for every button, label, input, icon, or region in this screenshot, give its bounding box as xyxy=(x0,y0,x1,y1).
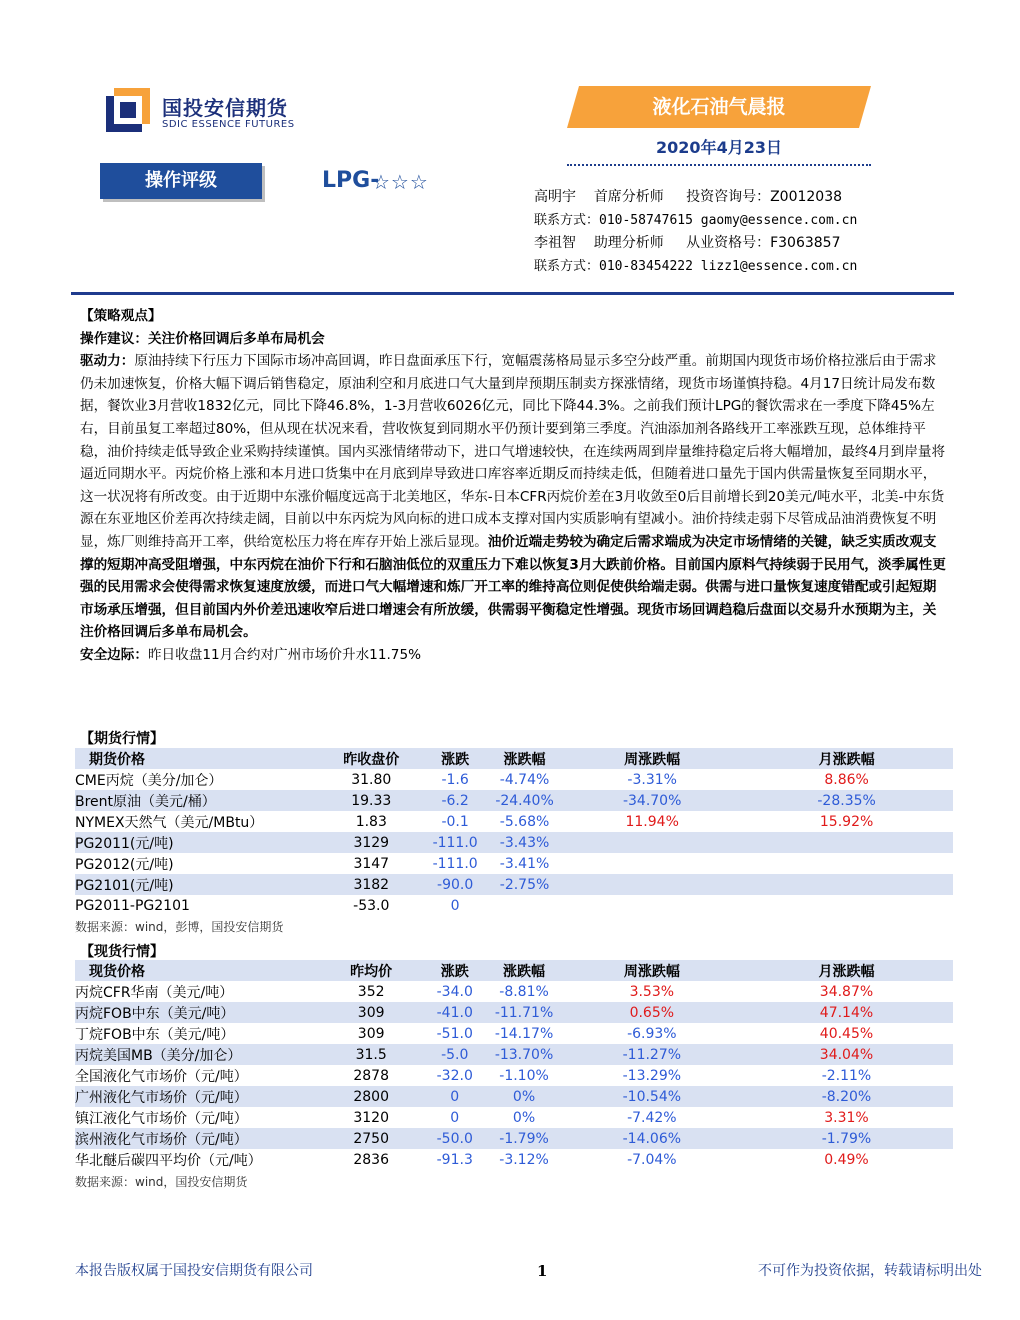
change-pct: -1.10% xyxy=(499,1067,549,1084)
monthly-change: 15.92% xyxy=(819,813,874,830)
change-value: -0.1 xyxy=(441,813,469,830)
table-row xyxy=(75,1023,953,1044)
futures-source: 数据来源：wind，彭博，国投安信期货 xyxy=(75,920,284,934)
table-row xyxy=(75,1002,953,1023)
table-row xyxy=(75,1044,953,1065)
item-name: 滨州液化气市场价（元/吨） xyxy=(75,1128,317,1149)
monthly-change: 34.87% xyxy=(819,983,874,1000)
report-banner xyxy=(567,86,871,128)
column-header: 周涨跌幅 xyxy=(564,748,740,769)
price-value: 3182 xyxy=(317,874,425,895)
weekly-change: -3.31% xyxy=(627,771,677,788)
price-value: 309 xyxy=(357,1025,385,1042)
table-row xyxy=(75,981,953,1002)
column-header: 周涨跌幅 xyxy=(564,960,740,981)
change-value: -111.0 xyxy=(425,832,485,853)
item-name: PG2011-PG2101 xyxy=(75,897,190,914)
price-value: 2878 xyxy=(353,1067,389,1084)
item-name: PG2012(元/吨) xyxy=(75,856,174,873)
company-logo xyxy=(106,88,306,138)
column-header: 涨跌幅 xyxy=(484,960,563,981)
change-value: 0 xyxy=(450,1109,460,1126)
weekly-change: -7.42% xyxy=(627,1109,677,1126)
weekly-change xyxy=(564,832,740,853)
item-name: 华北醚后碳四平均价（元/吨） xyxy=(75,1152,262,1169)
analyst-name: 高明宇 xyxy=(534,189,576,205)
table-row xyxy=(75,790,953,811)
logo-mark-icon xyxy=(106,88,150,132)
monthly-change: 0.49% xyxy=(824,1151,869,1168)
change-value: -41.0 xyxy=(425,1002,484,1023)
logo-chinese-name: 国投安信期货 xyxy=(162,96,288,120)
column-header: 涨跌 xyxy=(425,748,485,769)
spot-title: 【现货行情】 xyxy=(80,944,164,960)
safety-line xyxy=(80,644,946,667)
table-row xyxy=(75,1149,953,1170)
monthly-change: -2.11% xyxy=(821,1067,872,1084)
change-pct: -13.70% xyxy=(484,1044,563,1065)
rating-stars-icon: ☆☆☆ xyxy=(372,170,429,194)
table-row xyxy=(75,1128,953,1149)
weekly-change: 0.65% xyxy=(564,1002,740,1023)
column-header: 涨跌幅 xyxy=(485,748,564,769)
item-name: 丙烷美国MB（美分/加仑） xyxy=(75,1044,317,1065)
change-value: -91.3 xyxy=(436,1151,473,1168)
banner-title: 液化石油气晨报 xyxy=(652,96,786,118)
table-row xyxy=(75,874,953,895)
price-value: 352 xyxy=(357,983,385,1000)
change-pct: -5.68% xyxy=(499,813,550,830)
change-pct: -3.41% xyxy=(499,855,550,872)
advice-label: 操作建议： xyxy=(80,330,148,347)
item-name: PG2101(元/吨) xyxy=(75,874,317,895)
monthly-change xyxy=(740,874,953,895)
weekly-change: -14.06% xyxy=(564,1128,740,1149)
table-header-row xyxy=(75,748,953,769)
monthly-change: 8.86% xyxy=(824,771,869,788)
weekly-change: 3.53% xyxy=(629,983,675,1000)
column-header: 昨收盘价 xyxy=(317,748,425,769)
rating-label-box xyxy=(100,163,262,199)
analyst-row xyxy=(534,232,954,255)
change-pct: -8.81% xyxy=(499,983,549,1000)
analyst-name: 李祖智 xyxy=(534,235,576,251)
spot-source: 数据来源：wind，国投安信期货 xyxy=(75,1175,248,1189)
change-value: -6.2 xyxy=(425,790,485,811)
monthly-change xyxy=(740,895,953,916)
price-value: 19.33 xyxy=(317,790,425,811)
analyst-title: 首席分析师 xyxy=(593,189,664,205)
table-row xyxy=(75,811,953,832)
footer-disclaimer: 不可作为投资依据，转载请标明出处 xyxy=(758,1263,982,1279)
weekly-change: -10.54% xyxy=(564,1086,740,1107)
table-row xyxy=(75,1086,953,1107)
price-value: 3147 xyxy=(353,855,390,872)
spot-table xyxy=(75,960,953,1170)
driver-conclusion: 油价近端走势较为确定后需求端成为决定市场情绪的关键，缺乏实质改观支撑的短期冲高受阻增强，中东丙烷在油价下行和石脑油低位的双重压力下难以恢复3月大跌前价格。目前国内原料气持续弱于民用气，淡季属性更强的民用需求会使得需求恢复速度放缓，而进口气大幅增速和炼厂开工率的维持高位则促使供给端走弱。供需与进口量恢复速度错配或引起短期市场承压增强，但目前国内外价差迅速收窄后进口增速会有所放缓，供需弱平衡稳定性增强。现货市场回调趋稳后盘面以交易升水预期为主，关注价格回调后多单布局机会。 xyxy=(80,533,946,641)
futures-table xyxy=(75,748,953,916)
weekly-change: -11.27% xyxy=(564,1044,740,1065)
price-value: 2750 xyxy=(317,1128,425,1149)
monthly-change: 34.04% xyxy=(740,1044,953,1065)
analyst-row xyxy=(534,186,954,209)
analyst-contact: 联系方式：010-83454222 lizz1@essence.com.cn xyxy=(534,259,858,274)
change-pct: -1.79% xyxy=(484,1128,563,1149)
item-name: PG2011(元/吨) xyxy=(75,832,317,853)
analyst-contact: 联系方式：010-58747615 gaomy@essence.com.cn xyxy=(534,213,858,228)
change-pct: -3.12% xyxy=(499,1151,549,1168)
weekly-change: -7.04% xyxy=(627,1151,677,1168)
change-value: -50.0 xyxy=(425,1128,484,1149)
item-name: CME丙烷（美分/加仑） xyxy=(75,772,223,789)
analyst-info xyxy=(534,186,954,278)
weekly-change: -6.93% xyxy=(627,1025,677,1042)
strategy-section xyxy=(80,305,946,667)
price-value: 31.80 xyxy=(351,771,392,788)
change-value: -1.6 xyxy=(441,771,469,788)
change-value: -111.0 xyxy=(432,855,478,872)
safety-label: 安全边际： xyxy=(80,646,148,663)
weekly-change xyxy=(564,895,740,916)
price-value: -53.0 xyxy=(353,897,390,914)
column-header: 期货价格 xyxy=(75,748,317,769)
driver-text: 原油持续下行压力下国际市场冲高回调，昨日盘面承压下行，宽幅震荡格局显示多空分歧严重。前期国内现货市场价格拉涨后由于需求仍未加速恢复，价格大幅下调后销售稳定，原油利空和月底进口气大量到岸预期压制卖方探涨情绪，现货市场谨慎持稳。4月17日统计局发布数据，餐饮业3月营收1832亿元，同比下降46.8%，1-3月营收6026亿元，同比下降44.3%。之前我们预计LPG的餐饮需求在一季度下降45%左右，目前虽复工率超过80%，但从现在状况来看，营收恢复到同期水平仍预计要到第三季度。汽油添加剂各路线开工率涨跌互现，总体维持平稳，油价持续走低导致企业采购持续谨慎。国内买涨情绪带动下，进口气增速较快，在连续两周到岸量维持稳定后将大幅增加，最终4月到岸量将逼近同期水平。丙烷价格上涨和本月进口货集中在月底到岸导致进口库容率近期反而持续走低，但随着进口量先于国内供需量恢复至同期水平，这一状况将有所改变。由于近期中东涨价幅度远高于北美地区，华东-日本CFR丙烷价差在3月收敛至0后目前增长到20美元/吨水平，北美-中东货源在东亚地区价差再次持续走阔，目前以中东丙烷为风向标的进口成本支撑对国内实质影响有望减小。油价持续走弱下尽管成品油消费恢复不明显，炼厂则维持高开工率，供给宽松压力将在库存开始上涨后显现。 xyxy=(80,353,946,550)
weekly-change xyxy=(564,874,740,895)
weekly-change xyxy=(564,853,740,874)
change-pct: -11.71% xyxy=(484,1002,563,1023)
dotted-divider xyxy=(567,164,871,166)
driver-paragraph xyxy=(80,350,946,644)
change-value: -90.0 xyxy=(425,874,485,895)
monthly-change xyxy=(740,853,953,874)
analyst-id: 从业资格号：F3063857 xyxy=(686,235,841,251)
change-value: 0 xyxy=(425,1086,484,1107)
advice-text: 关注价格回调后多单布局机会 xyxy=(147,330,325,347)
change-pct: -3.43% xyxy=(485,832,564,853)
column-header: 昨均价 xyxy=(317,960,425,981)
weekly-change: 11.94% xyxy=(625,813,679,830)
report-date: 2020年4月23日 xyxy=(656,138,782,157)
item-name: 广州液化气市场价（元/吨） xyxy=(75,1086,317,1107)
monthly-change xyxy=(740,832,953,853)
column-header: 现货价格 xyxy=(75,960,317,981)
change-value: -32.0 xyxy=(436,1067,473,1084)
change-value: -51.0 xyxy=(436,1025,473,1042)
table-row xyxy=(75,769,953,790)
strategy-title: 【策略观点】 xyxy=(80,308,162,324)
table-row xyxy=(75,853,953,874)
change-pct: -24.40% xyxy=(485,790,564,811)
rating-label: 操作评级 xyxy=(145,170,217,191)
change-pct: 0% xyxy=(484,1086,563,1107)
price-value: 2836 xyxy=(353,1151,389,1168)
table-row xyxy=(75,832,953,853)
advice-line xyxy=(80,328,946,351)
change-value: -34.0 xyxy=(436,983,473,1000)
monthly-change: -28.35% xyxy=(740,790,953,811)
item-name: 丙烷FOB中东（美元/吨） xyxy=(75,1002,317,1023)
change-value: -5.0 xyxy=(425,1044,484,1065)
change-pct: -4.74% xyxy=(499,771,550,788)
weekly-change: -34.70% xyxy=(564,790,740,811)
item-name: 丁烷FOB中东（美元/吨） xyxy=(75,1026,235,1043)
price-value: 31.5 xyxy=(317,1044,425,1065)
price-value: 3129 xyxy=(317,832,425,853)
logo-english-name: SDIC ESSENCE FUTURES xyxy=(162,119,295,130)
monthly-change: 47.14% xyxy=(740,1002,953,1023)
item-name: 全国液化气市场价（元/吨） xyxy=(75,1068,248,1085)
price-value: 1.83 xyxy=(355,813,387,830)
page-number: 1 xyxy=(537,1262,548,1280)
item-name: Brent原油（美元/桶） xyxy=(75,790,317,811)
column-header: 涨跌 xyxy=(425,960,484,981)
rating-product: LPG- xyxy=(322,168,380,193)
footer-copyright: 本报告版权属于国投安信期货有限公司 xyxy=(75,1263,313,1279)
price-value: 3120 xyxy=(353,1109,389,1126)
price-value: 2800 xyxy=(317,1086,425,1107)
change-pct: -14.17% xyxy=(494,1025,554,1042)
table-row xyxy=(75,1065,953,1086)
item-name: 丙烷CFR华南（美元/吨） xyxy=(75,984,234,1001)
monthly-change: 3.31% xyxy=(824,1109,869,1126)
monthly-change: -8.20% xyxy=(740,1086,953,1107)
price-value: 309 xyxy=(317,1002,425,1023)
change-pct: -2.75% xyxy=(485,874,564,895)
monthly-change: 40.45% xyxy=(819,1025,874,1042)
monthly-change: -1.79% xyxy=(740,1128,953,1149)
item-name: 镇江液化气市场价（元/吨） xyxy=(75,1110,248,1127)
change-value: 0 xyxy=(450,897,460,914)
change-pct xyxy=(485,895,564,916)
column-header: 月涨跌幅 xyxy=(740,748,953,769)
table-header-row xyxy=(75,960,953,981)
table-row xyxy=(75,1107,953,1128)
analyst-id: 投资咨询号：Z0012038 xyxy=(686,189,843,205)
item-name: NYMEX天然气（美元/MBtu） xyxy=(75,814,264,831)
weekly-change: -13.29% xyxy=(622,1067,682,1084)
safety-text: 昨日收盘11月合约对广州市场价升水11.75% xyxy=(147,646,422,663)
driver-label: 驱动力： xyxy=(80,353,135,370)
table-row xyxy=(75,895,953,916)
header-rule xyxy=(71,292,954,295)
column-header: 月涨跌幅 xyxy=(740,960,953,981)
futures-title: 【期货行情】 xyxy=(80,731,164,747)
change-pct: 0% xyxy=(512,1109,536,1126)
analyst-title: 助理分析师 xyxy=(593,235,664,251)
